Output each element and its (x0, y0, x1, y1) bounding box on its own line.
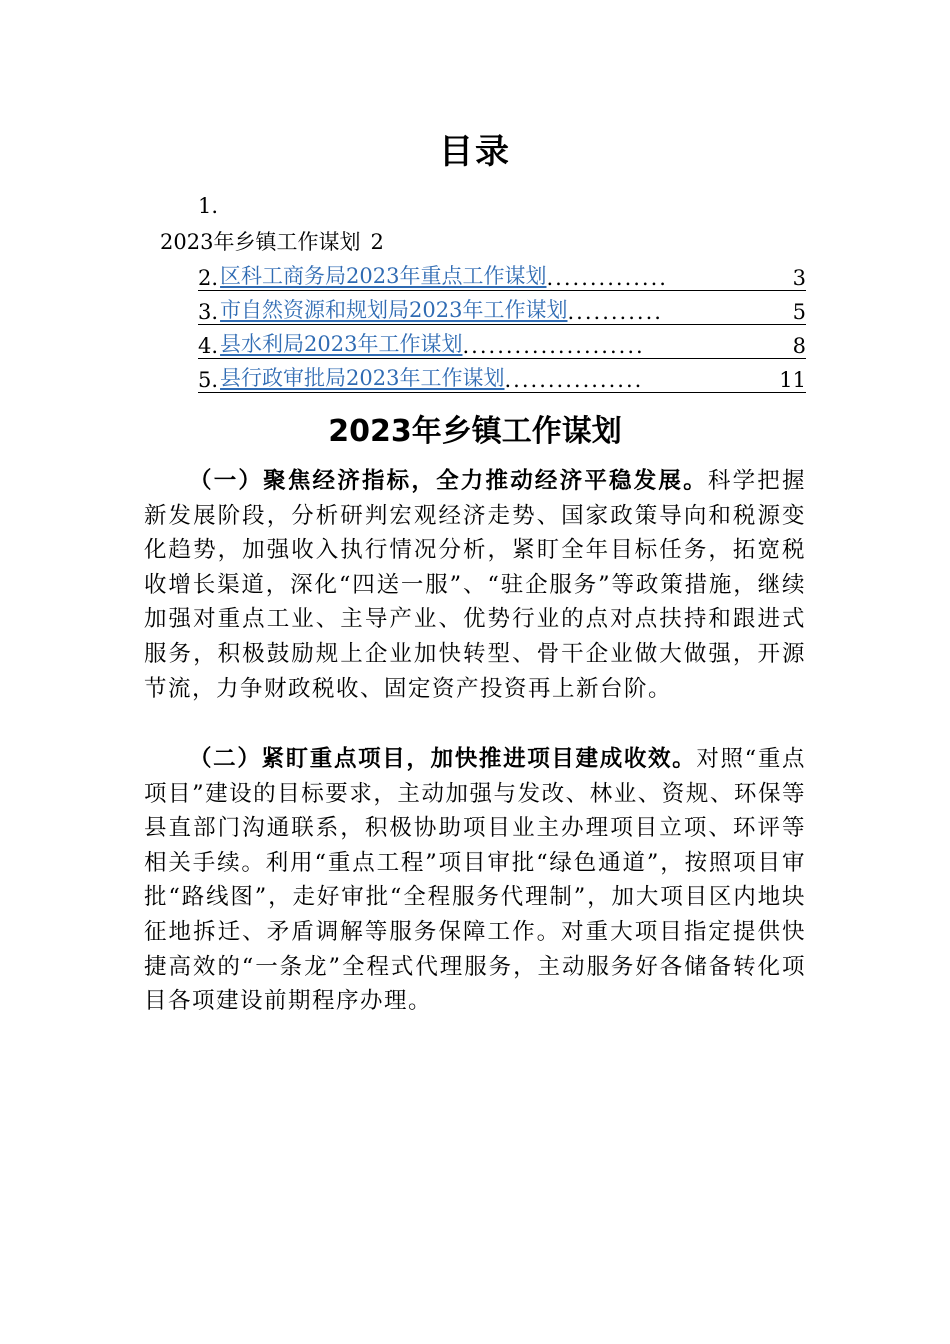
toc-item-number: 4. (198, 334, 219, 358)
toc-item-number: 3. (198, 300, 219, 324)
toc-item-1-page: 2 (370, 230, 384, 254)
paragraph-2 (144, 742, 806, 1019)
toc-item-link[interactable]: 市自然资源和规划局2023年工作谋划 (220, 298, 568, 322)
paragraph-1-lead: （一）聚焦经济指标，全力推动经济平稳发展。 (189, 468, 708, 494)
toc-leader-dots: ................ (504, 368, 644, 392)
toc-item-1-label[interactable]: 2023年乡镇工作谋划 (160, 230, 361, 254)
toc-item-link[interactable]: 区科工商务局2023年重点工作谋划 (220, 264, 547, 288)
toc-leader-dots: .............. (546, 266, 668, 290)
toc-leader-dots: ..................... (462, 334, 645, 358)
paragraph-2-body: 对照“重点项目”建设的目标要求，主动加强与发改、林业、资规、环保等县直部门沟通联系，积极协助项目业主办理项目立项、环评等相关手续。利用“重点工程”项目审批“绿色通道”，按照项目审批“路线图”，走好审批“全程服务代理制”，加大项目区内地块征地拆迁、矛盾调解等服务保障工作。对重大项目指定提供快捷高效的“一条龙”全程式代理服务，主动服务好各储备转化项目各项建设前期程序办理。 (144, 746, 806, 1015)
toc-item-3[interactable] (198, 292, 806, 325)
paragraph-1-body: 科学把握新发展阶段，分析研判宏观经济走势、国家政策导向和税源变化趋势，加强收入执行情况分析，紧盯全年目标任务，拓宽税收增长渠道，深化“四送一服”、“驻企服务”等政策措施，继续加强对重点工业、主导产业、优势行业的点对点扶持和跟进式服务，积极鼓励规上企业加快转型、骨干企业做大做强，开源节流，力争财政税收、固定资产投资再上新台阶。 (144, 468, 806, 702)
toc-item-page: 11 (779, 368, 806, 392)
paragraph-2-lead: （二）紧盯重点项目，加快推进项目建成收效。 (189, 746, 697, 772)
toc-item-link[interactable]: 县行政审批局2023年工作谋划 (220, 366, 505, 390)
toc-item-5[interactable] (198, 360, 806, 393)
document-title: 2023年乡镇工作谋划 (328, 414, 622, 449)
toc-item-number: 2. (198, 266, 219, 290)
toc-item-1-number: 1. (198, 194, 219, 218)
toc-item-1[interactable] (160, 226, 394, 256)
toc-leader-dots: ........... (567, 300, 663, 324)
toc-title: 目录 (439, 132, 511, 172)
toc-item-number: 5. (198, 368, 219, 392)
toc-item-page: 5 (792, 300, 806, 324)
toc-item-4[interactable] (198, 326, 806, 359)
toc-item-2[interactable] (198, 258, 806, 291)
toc-item-page: 3 (792, 266, 806, 290)
toc-item-link[interactable]: 县水利局2023年工作谋划 (220, 332, 463, 356)
paragraph-1 (144, 464, 806, 706)
toc-item-page: 8 (792, 334, 806, 358)
